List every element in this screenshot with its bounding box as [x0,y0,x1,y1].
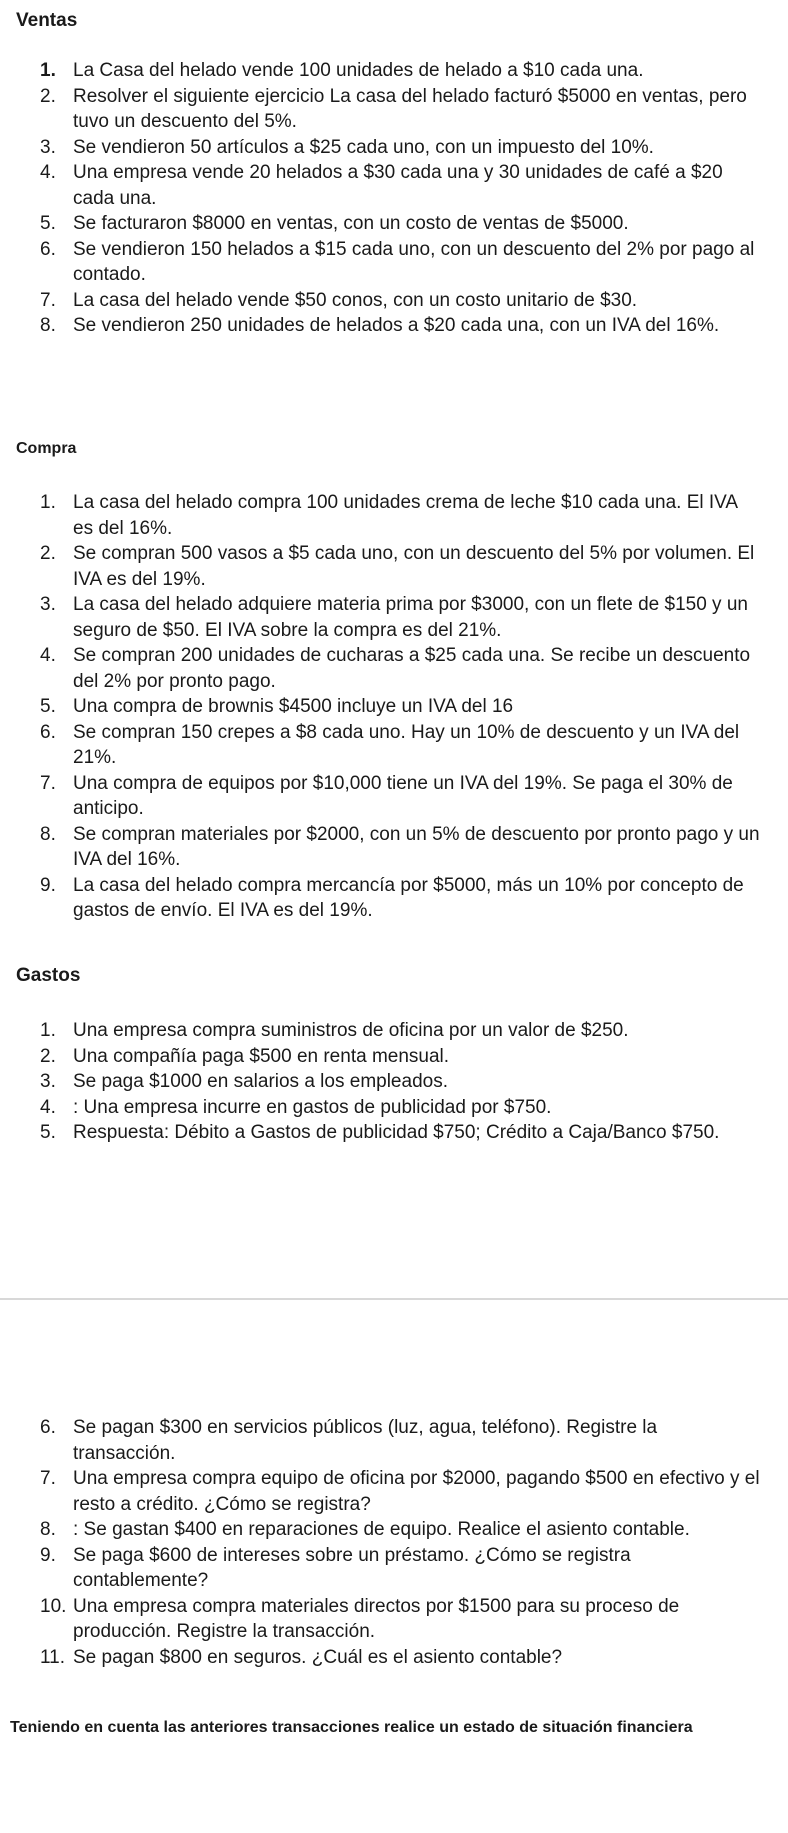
list-item [0,490,760,541]
item-text: Una empresa compra suministros de oficina por un valor de $250. [73,1020,629,1041]
item-text: Respuesta: Débito a Gastos de publicidad $750; Crédito a Caja/Banco $750. [73,1122,720,1143]
item-number: 3. [40,1071,56,1092]
list-item [0,1517,760,1543]
item-number: 11. [40,1646,66,1668]
item-number: 9. [40,874,56,896]
section-title-compra: Compra [16,440,77,457]
item-number: 7. [40,289,56,311]
item-number: 1. [40,492,56,513]
item-number: 1. [40,1020,56,1041]
list-item [0,720,760,771]
list-item [0,592,760,643]
list-item [0,1018,760,1044]
item-number: 6. [40,1417,56,1438]
item-text: : Se gastan $400 en reparaciones de equipo. Realice el asiento contable. [73,1519,690,1540]
ventas-list [0,58,760,339]
list-item [0,541,760,592]
list-item [0,1415,760,1466]
list-item [0,771,760,822]
item-text: La casa del helado compra mercancía por $5000, más un 10% por concepto de gastos de envío. El IVA es del 19%. [73,874,744,921]
item-number: 8. [40,1519,56,1540]
item-number: 8. [40,315,56,336]
list-item [0,1095,760,1121]
item-number: 5. [40,1122,56,1143]
list-item [0,873,760,924]
page-break-divider [0,1298,788,1300]
item-text: La casa del helado vende $50 conos, con un costo unitario de $30. [73,289,638,311]
item-text: Una empresa compra materiales directos por $1500 para su proceso de producción. Registre la transacción. [73,1595,680,1642]
list-item [0,160,760,211]
item-text: Una empresa compra equipo de oficina por $2000, pagando $500 en efectivo y el resto a crédito. ¿Cómo se registra? [73,1468,760,1515]
list-item [0,1069,760,1095]
item-text: Se vendieron 150 helados a $15 cada uno, con un descuento del 2% por pago al contado. [73,238,755,285]
item-text: La casa del helado compra 100 unidades crema de leche $10 cada una. El IVA es del 16%. [73,492,738,539]
item-number: 2. [40,85,56,107]
item-text: Resolver el siguiente ejercicio La casa del helado facturó $5000 en ventas, pero tuvo un descuento del 5%. [73,85,747,132]
list-item [0,1594,760,1645]
item-text: Se vendieron 50 artículos a $25 cada uno, con un impuesto del 10%. [73,136,654,158]
list-item [0,288,760,314]
item-number: 6. [40,238,56,260]
list-item [0,694,760,720]
item-text: Se pagan $800 en seguros. ¿Cuál es el asiento contable? [73,1646,563,1668]
item-number: 4. [40,1096,56,1118]
item-text: Una empresa vende 20 helados a $30 cada una y 30 unidades de café a $20 cada una. [73,162,723,209]
item-number: 4. [40,162,56,183]
item-number: 8. [40,823,56,845]
list-item [0,643,760,694]
item-number: 2. [40,1045,56,1067]
item-text: Se paga $600 de intereses sobre un préstamo. ¿Cómo se registra contablemente? [73,1544,631,1591]
item-text: Se vendieron 250 unidades de helados a $20 cada una, con un IVA del 16%. [73,315,720,336]
list-item [0,822,760,873]
item-text: Una compra de equipos por $10,000 tiene un IVA del 19%. Se paga el 30% de anticipo. [73,772,733,819]
gastos-list-part-2 [0,1415,760,1670]
list-item [0,237,760,288]
item-number: 3. [40,136,56,158]
item-text: Se paga $1000 en salarios a los empleados. [73,1071,448,1092]
item-text: La Casa del helado vende 100 unidades de helado a $10 cada una. [73,60,644,81]
item-text: Se compran materiales por $2000, con un 5% de descuento por pronto pago y un IVA del 16%. [73,823,760,870]
gastos-list-part-1 [0,1018,760,1146]
list-item [0,1044,760,1070]
item-text: Se compran 500 vasos a $5 cada uno, con un descuento del 5% por volumen. El IVA es del 19%. [73,543,755,590]
item-number: 7. [40,1468,56,1489]
section-title-gastos: Gastos [16,965,81,986]
list-item [0,313,760,339]
item-text: Se compran 150 crepes a $8 cada uno. Hay un 10% de descuento y un IVA del 21%. [73,721,740,768]
item-text: Se compran 200 unidades de cucharas a $25 cada una. Se recibe un descuento del 2% por pronto pago. [73,645,751,692]
item-number: 2. [40,543,56,564]
list-item [0,1543,760,1594]
item-number: 5. [40,696,56,717]
item-text: Se pagan $300 en servicios públicos (luz, agua, teléfono). Registre la transacción. [73,1417,658,1464]
item-number: 9. [40,1544,56,1566]
item-text: La casa del helado adquiere materia prima por $3000, con un flete de $150 y un seguro de $50. El IVA sobre la compra es del 21%. [73,594,748,641]
item-number: 6. [40,721,56,743]
item-text: Se facturaron $8000 en ventas, con un costo de ventas de $5000. [73,213,629,234]
item-number: 10. [40,1595,67,1617]
item-number: 4. [40,645,56,666]
closing-instruction: Teniendo en cuenta las anteriores transacciones realice un estado de situación financiera [10,1719,693,1736]
item-number: 1. [40,60,56,81]
item-text: : Una empresa incurre en gastos de publicidad por $750. [73,1096,552,1118]
compra-list [0,490,760,924]
list-item [0,58,760,84]
section-title-ventas: Ventas [16,10,78,31]
item-number: 7. [40,772,56,794]
list-item [0,1645,760,1671]
item-number: 5. [40,213,56,234]
list-item [0,1466,760,1517]
list-item [0,84,760,135]
item-text: Una compra de brownis $4500 incluye un IVA del 16 [73,696,514,717]
list-item [0,211,760,237]
list-item [0,135,760,161]
item-number: 3. [40,594,56,615]
list-item [0,1120,760,1146]
item-text: Una compañía paga $500 en renta mensual. [73,1045,450,1067]
